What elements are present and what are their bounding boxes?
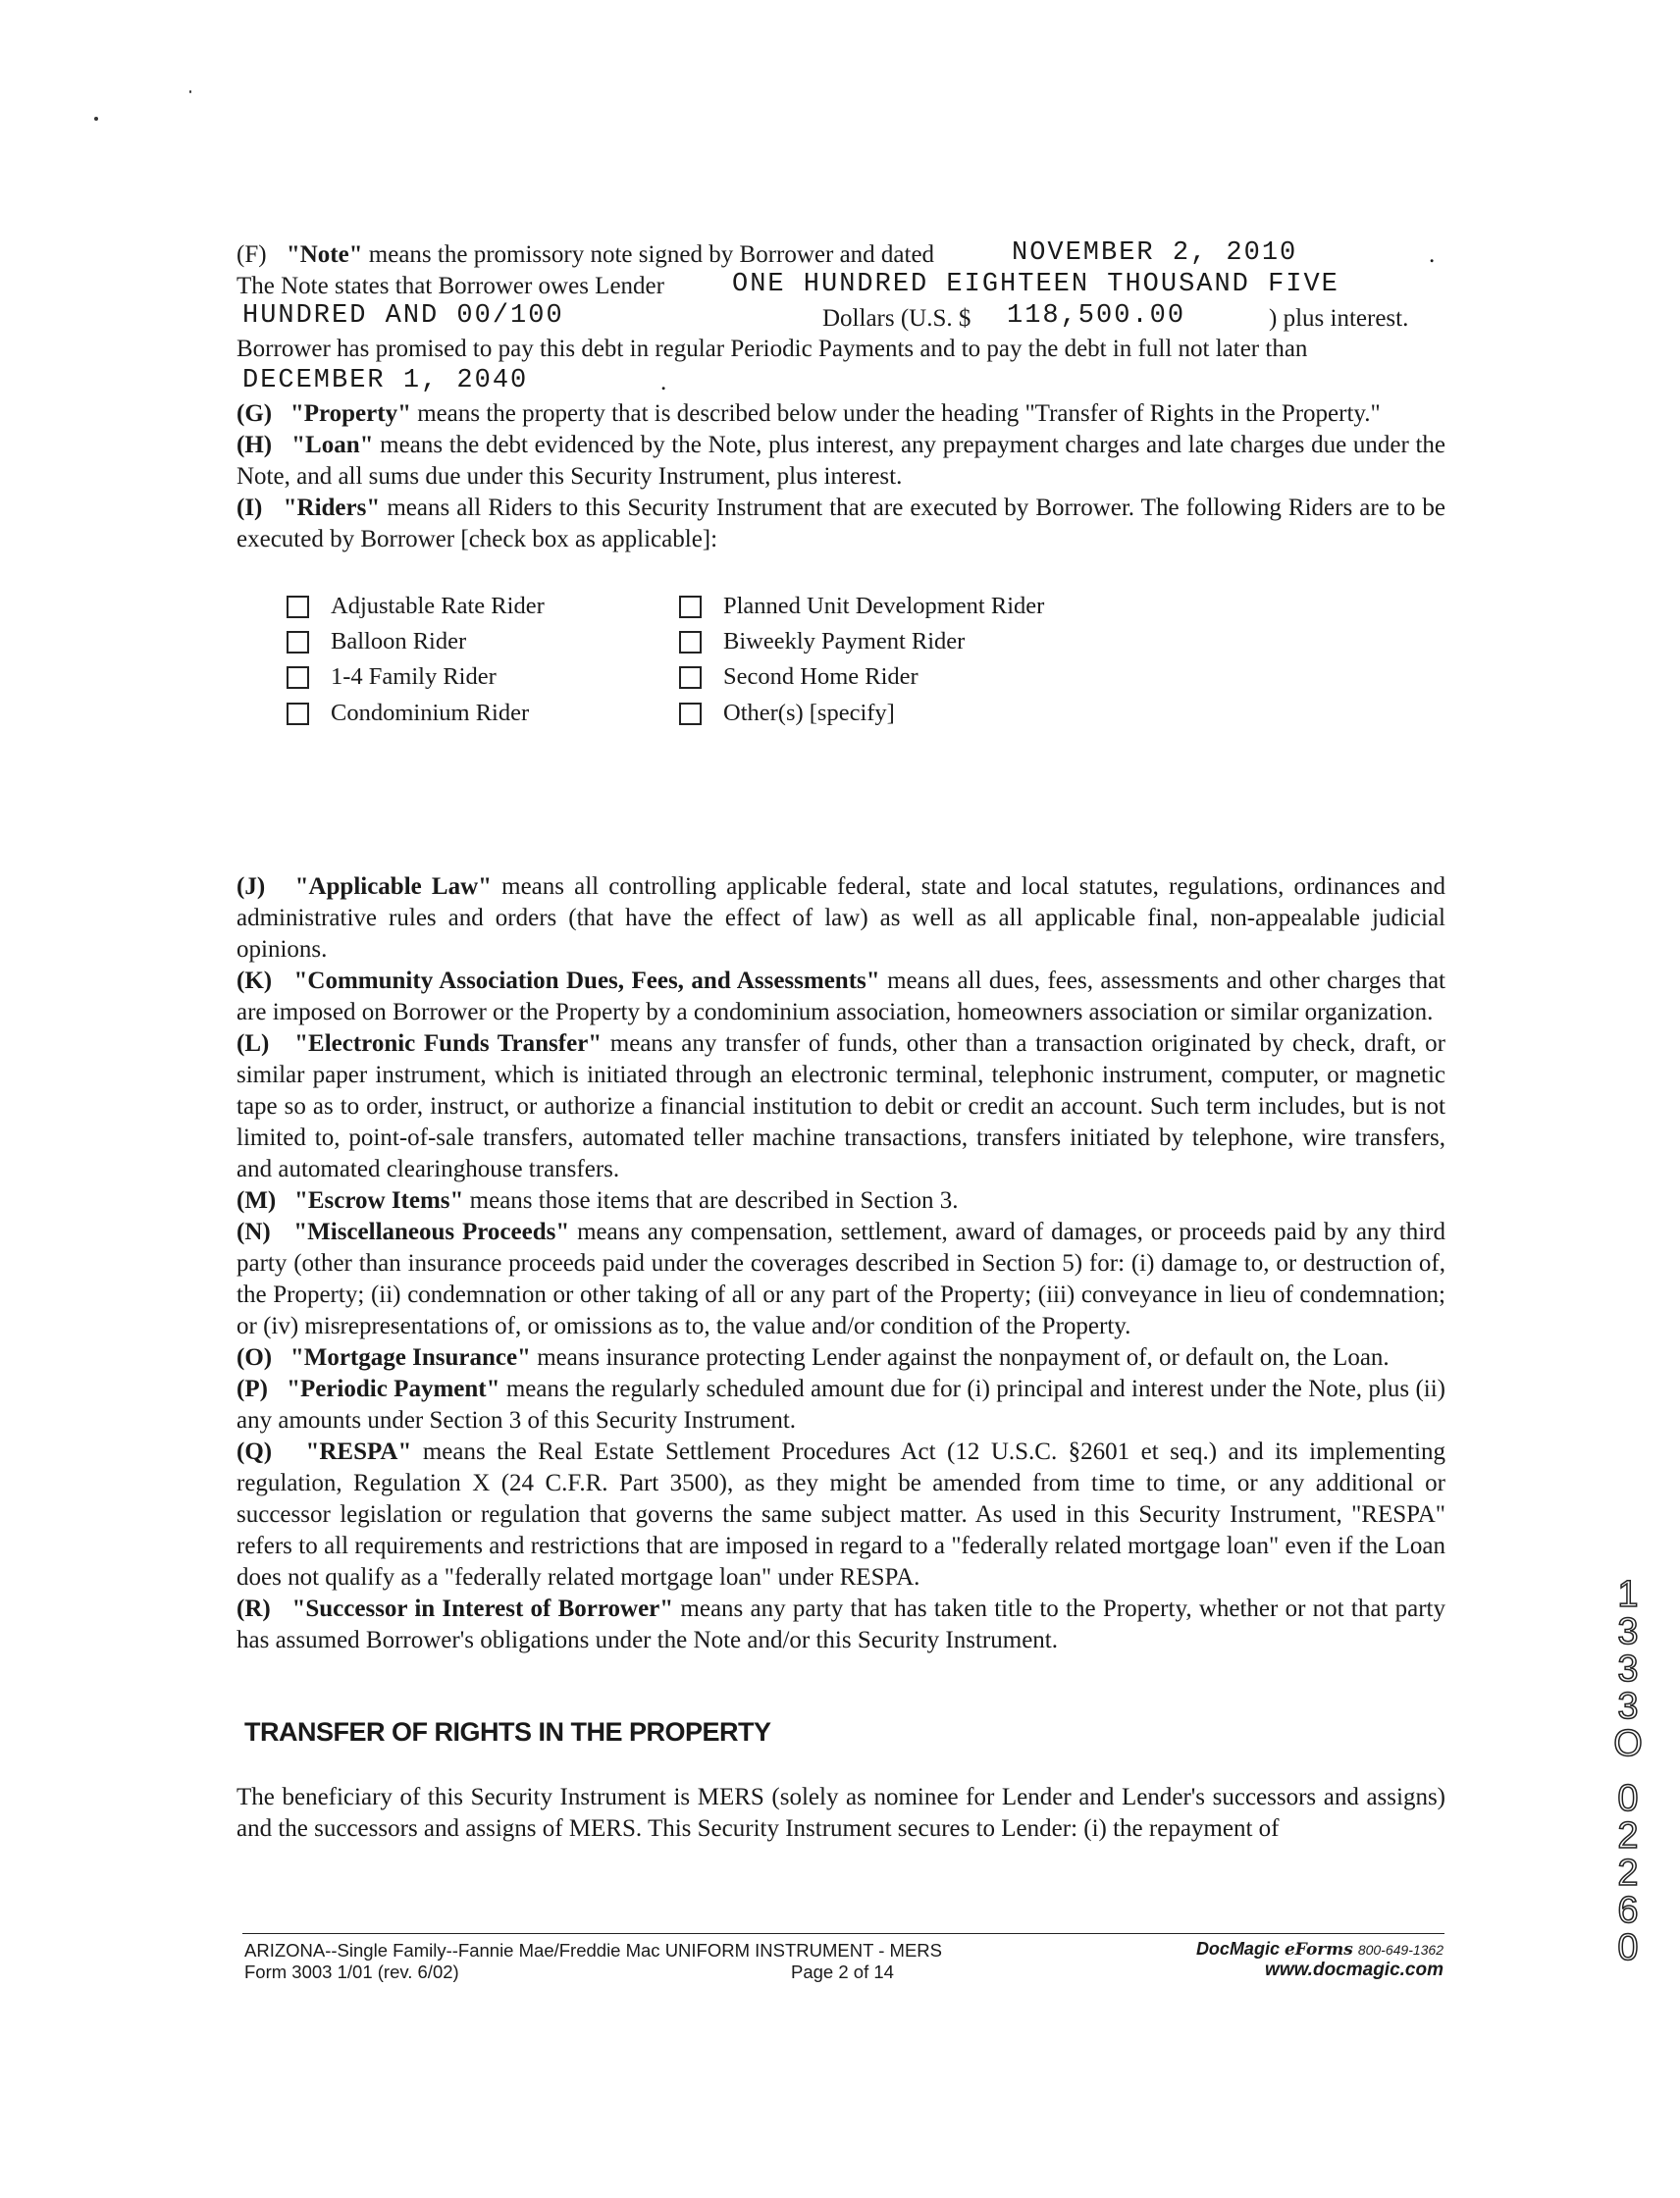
definition-k [236, 966, 1445, 1028]
defined-term: "Escrow Items" [294, 1187, 464, 1214]
section-label: (R) [236, 1596, 271, 1622]
stamp-char: O [1613, 1723, 1643, 1764]
definitions-g-to-i [236, 398, 1445, 555]
checkbox[interactable] [287, 666, 309, 689]
loan-amount-field: 118,500.00 [1007, 301, 1186, 331]
rider-label: Other(s) [specify] [723, 700, 895, 726]
brand-name: DocMagic [1195, 1939, 1280, 1959]
stamp-char: 2 [1617, 1853, 1639, 1894]
definition-text: means the property that is described below under the heading "Transfer of Rights in the Property." [410, 400, 1381, 427]
rider-condominium[interactable] [287, 698, 529, 729]
checkbox[interactable] [679, 596, 702, 618]
amount-in-words-line-1: ONE HUNDRED EIGHTEEN THOUSAND FIVE [732, 270, 1339, 299]
definition-p [236, 1374, 1445, 1437]
maturity-date-field: DECEMBER 1, 2040 [242, 366, 529, 395]
checkbox[interactable] [287, 631, 309, 654]
note-definition-line-4: Borrower has promised to pay this debt in regular Periodic Payments and to pay the debt in full not later than [236, 336, 1308, 362]
stamp-char: 6 [1617, 1890, 1639, 1931]
footer-website: www.docmagic.com [1265, 1960, 1444, 1980]
section-label: (Q) [236, 1439, 273, 1465]
definition-text: means all controlling applicable federal, state and local statutes, regulations, ordinances and administrative rules and orders (that have the effect of law) as well as all applicable final, non-appealable judicial opinions. [236, 873, 1445, 963]
checkbox[interactable] [287, 703, 309, 725]
definition-g [236, 398, 1445, 430]
definition-i [236, 493, 1445, 555]
checkbox[interactable] [679, 703, 702, 725]
defined-term: "Electronic Funds Transfer" [294, 1030, 603, 1057]
rider-label: Second Home Rider [723, 663, 919, 690]
note-date-period: . [1429, 241, 1436, 268]
defined-term: "Note" [286, 241, 363, 268]
definition-m [236, 1185, 1445, 1217]
footer-form-title: ARIZONA--Single Family--Fannie Mae/Freddie Mac UNIFORM INSTRUMENT - MERS [244, 1940, 942, 1961]
definition-text: means the regularly scheduled amount due for (i) principal and interest under the Note, plus (ii) any amounts under Section 3 of this Security Instrument. [236, 1376, 1446, 1434]
definition-o [236, 1342, 1445, 1374]
rider-biweekly-payment[interactable] [679, 626, 965, 657]
maturity-date-period: . [660, 369, 667, 395]
brand-phone: 800-649-1362 [1357, 1942, 1444, 1958]
checkbox[interactable] [679, 666, 702, 689]
rider-label: Balloon Rider [331, 628, 467, 654]
definition-text: means any compensation, settlement, award of damages, or proceeds paid by any third party (other than insurance proceeds paid under the coverages described in Section 5) for: (i) damage to, or destruction of, the Property; (ii) condemnation or other taking of all or any part of the Property; (iii) conveyance in lieu of condemnation; or (iv) misrepresentations of, or omissions as to, the value and/or condition of the Property. [236, 1219, 1445, 1339]
defined-term: "Loan" [291, 432, 374, 458]
amount-in-words-line-2: HUNDRED AND 00/100 [242, 301, 564, 331]
footer-form-number: Form 3003 1/01 (rev. 6/02) [244, 1962, 459, 1982]
transfer-text: The beneficiary of this Security Instrument is MERS (solely as nominee for Lender and Lender's successors and assigns) and the successors and assigns of MERS. This Security Instrument secures to Lender: (i) the repayment of [236, 1784, 1445, 1842]
definition-text: means those items that are described in Section 3. [463, 1187, 959, 1214]
defined-term: "Successor in Interest of Borrower" [291, 1596, 674, 1622]
section-label: (M) [236, 1187, 277, 1214]
definition-text: means any transfer of funds, other than a transaction originated by check, draft, or similar paper instrument, which is initiated through an electronic terminal, telephonic instrument, computer, or magnetic tape so as to order, instruct, or authorize a financial institution to debit or credit an account. Such term includes, but is not limited to, point-of-sale transfers, automated teller machine transactions, transfers initiated by telephone, wire transfers, and automated clearinghouse transfers. [236, 1030, 1445, 1182]
section-label: (P) [236, 1376, 268, 1402]
rider-other[interactable] [679, 698, 895, 729]
section-heading: TRANSFER OF RIGHTS IN THE PROPERTY [244, 1717, 771, 1747]
section-label: (N) [236, 1219, 271, 1245]
definition-q [236, 1437, 1445, 1594]
stamp-char: 1 [1617, 1574, 1639, 1615]
rider-label: Planned Unit Development Rider [723, 593, 1045, 619]
definition-text: means the debt evidenced by the Note, plus interest, any prepayment charges and late charges due under the Note, and all sums due under this Security Instrument, plus interest. [236, 432, 1446, 490]
defined-term: "Mortgage Insurance" [289, 1344, 531, 1371]
rider-label: 1-4 Family Rider [331, 663, 497, 690]
note-date-field: NOVEMBER 2, 2010 [1012, 238, 1298, 268]
stamp-char: 3 [1617, 1648, 1639, 1690]
checkbox[interactable] [287, 596, 309, 618]
definition-text: means any party that has taken title to the Property, whether or not that party has assumed Borrower's obligations under the Note and/or this Security Instrument. [236, 1596, 1445, 1653]
section-label: (K) [236, 968, 273, 994]
definition-l [236, 1028, 1445, 1185]
rider-1-4-family[interactable] [287, 661, 497, 693]
brand-forms: eForms [1284, 1940, 1353, 1960]
rider-label: Biweekly Payment Rider [723, 628, 966, 654]
definitions-j-to-r [236, 871, 1445, 1656]
footer-brand [1196, 1939, 1444, 1960]
rider-adjustable-rate[interactable] [287, 591, 545, 622]
section-label: (J) [236, 873, 266, 900]
section-label: (G) [236, 400, 273, 427]
side-stamp [1606, 1576, 1650, 1966]
stamp-char: 2 [1617, 1815, 1639, 1857]
transfer-paragraph [236, 1782, 1445, 1845]
definition-text: means the Real Estate Settlement Procedures Act (12 U.S.C. §2601 et seq.) and its implementing regulation, Regulation X (24 C.F.R. Part 3500), as they might be amended from time to time, or any additional or successor legislation or regulation that governs the same subject matter. As used in this Security Instrument, "RESPA" refers to all requirements and restrictions that are imposed in regard to a "federally related mortgage loan" even if the Loan does not qualify as a "federally related mortgage loan" under RESPA. [236, 1439, 1445, 1591]
defined-term: "Applicable Law" [294, 873, 492, 900]
rider-second-home[interactable] [679, 661, 919, 693]
section-label: (F) [236, 241, 267, 268]
footer-page-number: Page 2 of 14 [791, 1962, 894, 1982]
defined-term: "Miscellaneous Proceeds" [293, 1219, 570, 1245]
stamp-char: 3 [1617, 1686, 1639, 1727]
note-definition-line-1 [236, 239, 934, 271]
scan-speck [189, 90, 191, 93]
rider-label: Adjustable Rate Rider [331, 593, 545, 619]
defined-term: "Property" [289, 400, 411, 427]
rider-balloon[interactable] [287, 626, 466, 657]
defined-term: "Riders" [283, 495, 381, 521]
footer-rule [242, 1933, 1444, 1934]
definition-h [236, 430, 1445, 493]
definition-r [236, 1594, 1445, 1656]
rider-label: Condominium Rider [331, 700, 530, 726]
definition-text: means all Riders to this Security Instrument that are executed by Borrower. The following Riders are to be executed by Borrower [check box as applicable]: [236, 495, 1445, 552]
definition-text: means insurance protecting Lender against the nonpayment of, or default on, the Loan. [530, 1344, 1390, 1371]
stamp-char: 0 [1617, 1927, 1639, 1968]
definition-n [236, 1217, 1445, 1342]
plus-interest-text: ) plus interest. [1269, 305, 1409, 332]
section-label: (L) [236, 1030, 270, 1057]
defined-term: "RESPA" [305, 1439, 412, 1465]
section-label: (O) [236, 1344, 273, 1371]
section-label: (H) [236, 432, 273, 458]
dollars-label: Dollars (U.S. $ [822, 305, 971, 332]
note-definition-line-2: The Note states that Borrower owes Lender [236, 273, 664, 299]
rider-planned-unit-development[interactable] [679, 591, 1044, 622]
defined-term: "Community Association Dues, Fees, and Assessments" [293, 968, 880, 994]
checkbox[interactable] [679, 631, 702, 654]
stamp-char: 0 [1617, 1778, 1639, 1819]
stamp-char: 3 [1617, 1611, 1639, 1652]
section-label: (I) [236, 495, 263, 521]
definition-text: means all dues, fees, assessments and other charges that are imposed on Borrower or the Property by a condominium association, homeowners association or similar organization. [236, 968, 1445, 1025]
defined-term: "Periodic Payment" [287, 1376, 500, 1402]
scan-speck [94, 117, 98, 121]
definition-j [236, 871, 1445, 966]
definition-text: means the promissory note signed by Borrower and dated [368, 241, 935, 268]
